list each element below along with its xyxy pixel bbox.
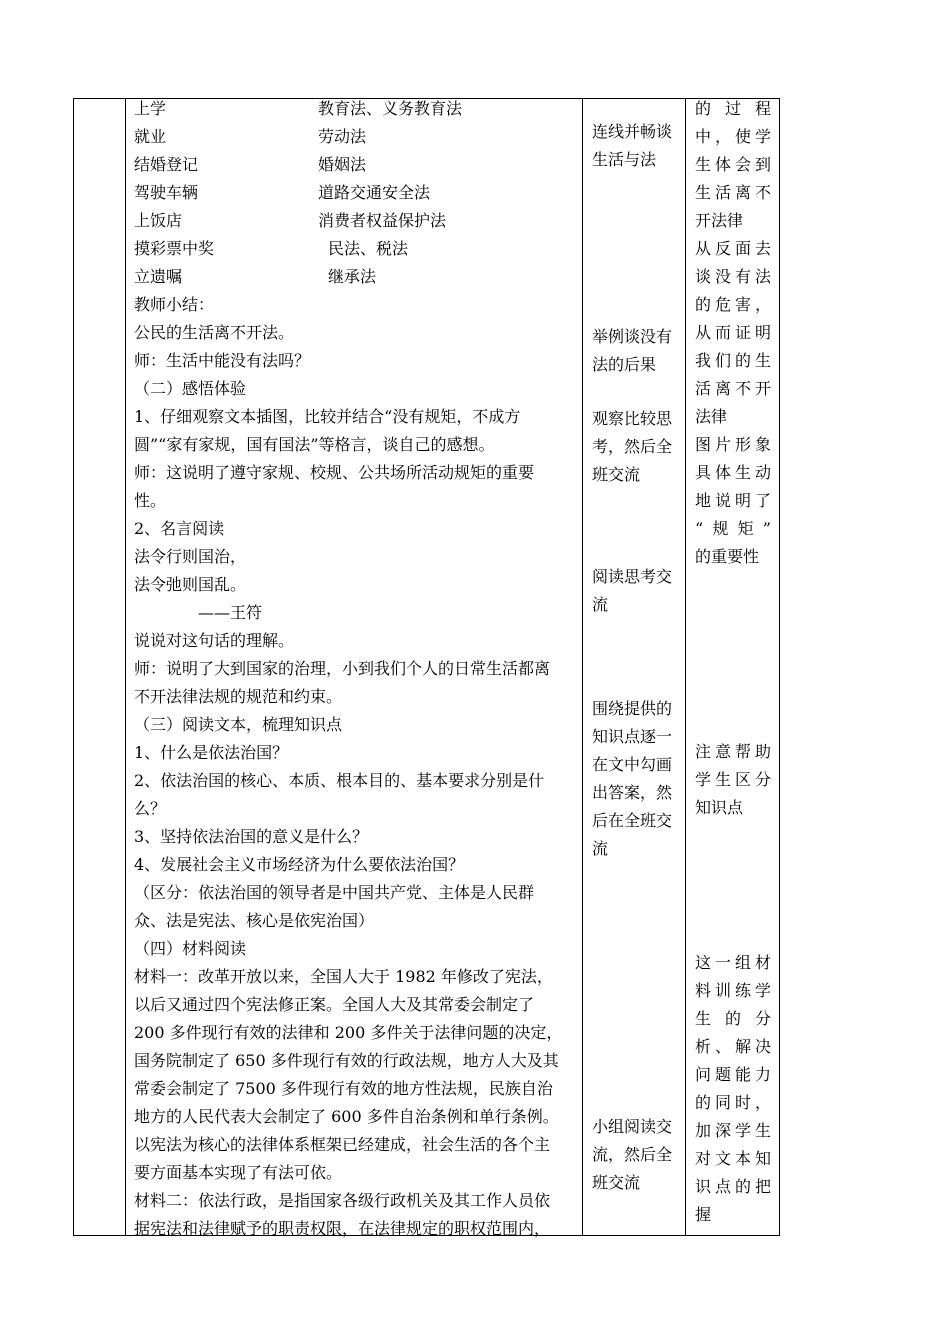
text-line: 3、坚持依法治国的意义是什么？ [134,827,369,846]
text-line: 2、名言阅读 [134,519,225,538]
column-divider [125,99,126,1235]
design-intent-column [695,95,773,1235]
text-line: 生活离不 [695,183,771,202]
text-line: 中，使学 [695,127,771,146]
text-line: 生 的 分 [695,1009,771,1028]
pair-law: 继承法 [328,267,377,286]
text-line: 以宪法为核心的法律体系框架已经建成，社会生活的各个主 [134,1135,551,1154]
pair-law: 婚姻法 [318,155,367,174]
text-line: 说说对这句话的理解。 [134,631,295,650]
stage-column [74,99,125,1235]
text-line: 加深学生 [695,1121,771,1140]
teaching-content-column [134,95,579,1238]
text-line: 谈没有法 [695,267,771,286]
text-line: 以后又通过四个宪法修正案。全国人大及其常委会制定了 [134,995,535,1014]
text-line: 活离不开 [695,379,771,398]
column-divider [582,99,583,1235]
text-line: 出答案，然 [592,783,673,802]
text-line: 围绕提供的 [592,699,673,718]
text-line: 流 [592,839,609,858]
text-line: 举例谈没有 [592,327,673,346]
text-line: 对文本知 [695,1149,771,1168]
text-line: 从反面去 [695,239,771,258]
text-line: “规矩” [695,519,771,538]
text-line: 性。 [134,491,167,510]
text-line: 流，然后全 [592,1145,673,1164]
text-line: 的同时， [695,1093,771,1112]
text-line: 班交流 [592,465,641,484]
text-line: 生活与法 [592,150,657,169]
text-line: 法律 [695,407,728,426]
text-line: 师：生活中能没有法吗？ [134,351,311,370]
text-line: 流 [592,595,609,614]
text-line: 连线并畅谈 [592,122,673,141]
text-line: 圆”“家有家规，国有国法”等格言，谈自己的感想。 [134,435,495,454]
text-line: 国务院制定了 650 多件现行有效的行政法规，地方人大及其 [134,1051,559,1070]
text-line: 师：这说明了遵守家规、校规、公共场所活动规矩的重要 [134,463,535,482]
text-line: 析、解决 [695,1037,771,1056]
pair-activity: 就业 [134,127,167,146]
text-line: 的重要性 [695,547,760,566]
text-line: 在文中勾画 [592,755,673,774]
text-line: 教师小结： [134,295,215,314]
student-activity-column [592,95,682,1235]
pair-law: 民法、税法 [328,239,409,258]
text-line: 要方面基本实现了有法可依。 [134,1163,343,1182]
text-line: 学生区分 [695,770,771,789]
text-line: 材料一：改革开放以来，全国人大于 1982 年修改了宪法， [134,967,553,986]
text-line: 知识点 [695,798,744,817]
quote-line: 法令行则国治， [134,547,247,566]
text-line: 200 多件现行有效的法律和 200 多件关于法律问题的决定， [134,1023,563,1042]
text-line: 知识点逐一 [592,727,673,746]
text-line: 料训练学 [695,981,771,1000]
text-line: 注意帮助 [695,742,771,761]
text-line: 阅读思考交 [592,567,673,586]
text-line: 4、发展社会主义市场经济为什么要依法治国？ [134,855,465,874]
pair-activity: 立遗嘱 [134,267,183,286]
text-line: 从而证明 [695,323,771,342]
text-line: 开法律 [695,211,744,230]
text-line: 2、依法治国的核心、本质、根本目的、基本要求分别是什 [134,771,545,790]
text-line: 识点的把 [695,1177,771,1196]
text-line: 握 [695,1205,712,1224]
text-line: 问题能力 [695,1065,771,1084]
pair-law: 消费者权益保护法 [318,211,447,230]
text-line: 1、什么是依法治国？ [134,743,289,762]
text-line: 不开法律法规的规范和约束。 [134,687,343,706]
pair-law: 教育法、义务教育法 [318,99,463,118]
quote-line: 法令弛则国乱。 [134,575,247,594]
pair-activity: 上学 [134,99,167,118]
text-line: 图片形象 [695,435,771,454]
text-line: 生体会到 [695,155,771,174]
text-line: 小组阅读交 [592,1117,673,1136]
text-line: 地方的人民代表大会制定了 600 多件自治条例和单行条例。 [134,1107,559,1126]
pair-activity: 上饭店 [134,211,183,230]
pair-law: 劳动法 [318,127,367,146]
section-heading: （二）感悟体验 [134,379,247,398]
text-line: 师：说明了大到国家的治理，小到我们个人的日常生活都离 [134,659,551,678]
text-line: 具体生动 [695,463,771,482]
pair-activity: 结婚登记 [134,155,199,174]
lesson-table [73,98,780,1236]
text-line: 观察比较思 [592,409,673,428]
text-line: 众、法是宪法、核心是依宪治国） [134,911,375,930]
quote-attribution: ——王符 [198,603,263,622]
pair-law: 道路交通安全法 [318,183,431,202]
text-line: 么？ [134,799,167,818]
pair-activity: 驾驶车辆 [134,183,199,202]
section-heading: （四）材料阅读 [134,939,247,958]
column-divider [685,99,686,1235]
text-line: （区分：依法治国的领导者是中国共产党、主体是人民群 [134,883,535,902]
text-line: 公民的生活离不开法。 [134,323,295,342]
section-heading: （三）阅读文本，梳理知识点 [134,715,343,734]
text-line: 据宪法和法律赋予的职责权限，在法律规定的职权范围内， [134,1219,551,1238]
text-line: 考，然后全 [592,437,673,456]
pair-activity: 摸彩票中奖 [134,239,215,258]
text-line: 的危害， [695,295,771,314]
text-line: 的过程 [695,99,771,118]
text-line: 法的后果 [592,355,657,374]
text-line: 常委会制定了 7500 多件现行有效的地方性法规，民族自治 [134,1079,553,1098]
text-line: 班交流 [592,1173,641,1192]
text-line: 这一组材 [695,953,771,972]
text-line: 地说明了 [695,491,771,510]
text-line: 后在全班交 [592,811,673,830]
text-line: 我们的生 [695,351,771,370]
text-line: 1、仔细观察文本插图，比较并结合“没有规矩，不成方 [134,407,521,426]
text-line: 材料二：依法行政，是指国家各级行政机关及其工作人员依 [134,1191,551,1210]
